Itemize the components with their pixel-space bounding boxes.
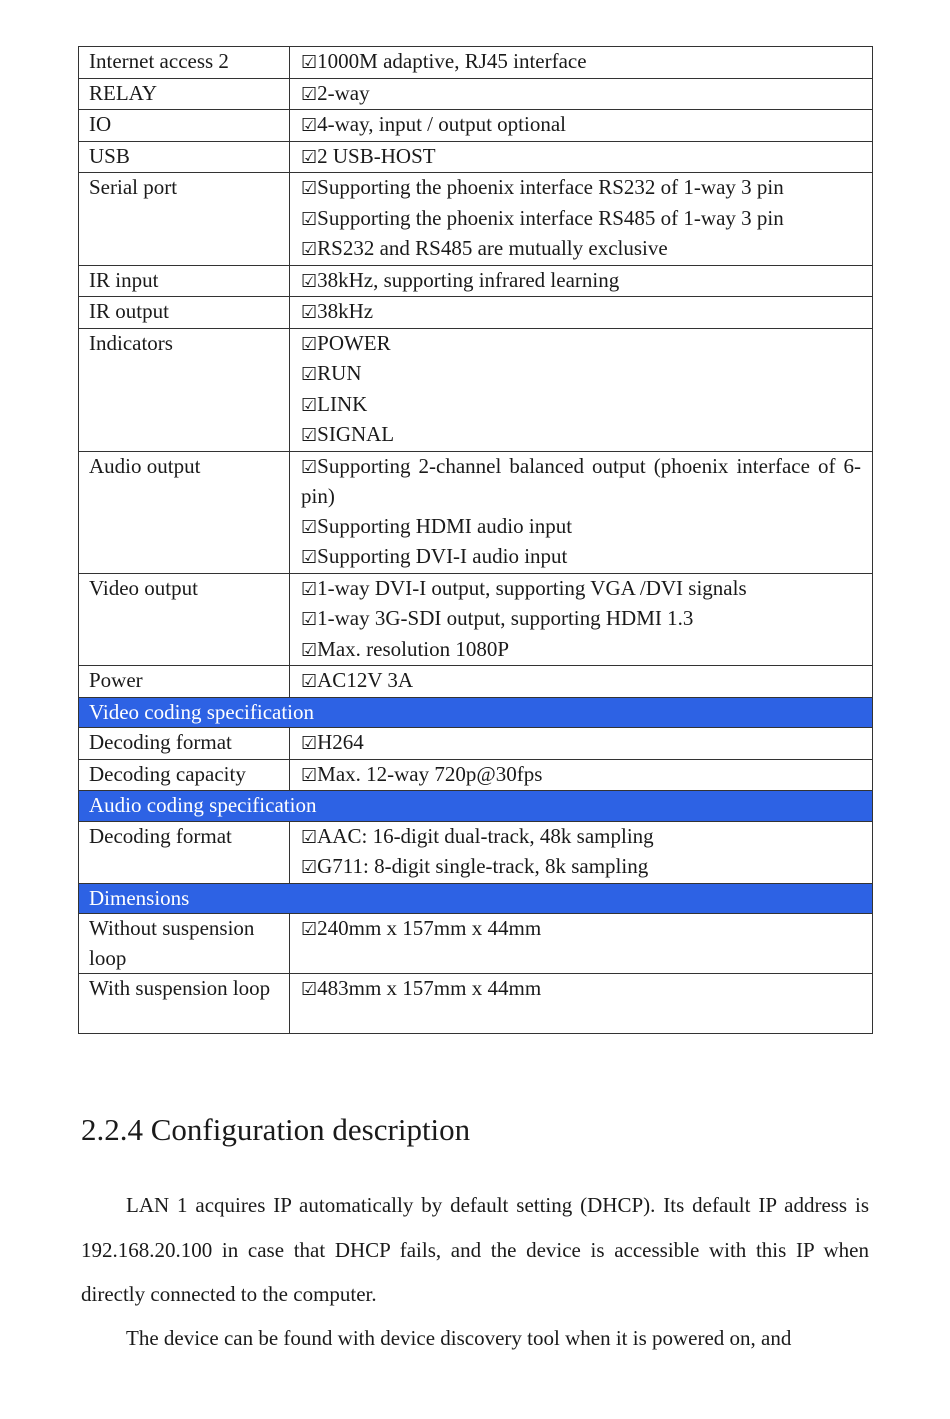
value-text: RUN: [317, 361, 362, 385]
checkbox-icon: ☑: [301, 239, 318, 260]
section-header-row: [79, 697, 873, 728]
row-value: [290, 328, 873, 451]
checkbox-icon: ☑: [301, 52, 318, 73]
value-text: 4-way, input / output optional: [317, 112, 567, 136]
checkbox-icon: ☑: [301, 826, 318, 848]
checkbox-icon: ☑: [301, 547, 318, 568]
checkbox-icon: ☑: [301, 456, 318, 478]
row-value: [290, 451, 873, 573]
checkbox-icon: ☑: [301, 208, 318, 230]
checkbox-icon: ☑: [301, 857, 318, 878]
value-text: Supporting the phoenix interface RS232 of 1-way 3 pin: [317, 175, 784, 199]
value-text: Max. 12-way 720p@30fps: [317, 761, 543, 786]
value-text: 1-way 3G-SDI output, supporting HDMI 1.3: [317, 606, 694, 630]
value-text: RS232 and RS485 are mutually exclusive: [317, 236, 668, 260]
row-value: [290, 141, 873, 173]
checkbox-icon: ☑: [301, 364, 318, 385]
row-label: With suspension loop: [79, 974, 290, 1034]
table-row: [79, 297, 873, 329]
checkbox-icon: ☑: [301, 671, 318, 692]
row-label: Video output: [79, 573, 290, 666]
checkbox-icon: ☑: [301, 425, 318, 446]
row-label: IR input: [79, 265, 290, 297]
section-title-audio: Audio coding specification: [79, 791, 873, 822]
value-text: Supporting HDMI audio input: [317, 513, 573, 538]
row-value: [290, 47, 873, 79]
value-text: Supporting 2-channel balanced output (phoenix interface of 6-pin): [301, 453, 861, 508]
table-row: [79, 265, 873, 297]
table-row: [79, 728, 873, 760]
table-row: [79, 974, 873, 1034]
table-row: [79, 573, 873, 666]
row-value: [290, 110, 873, 142]
paragraph-text: LAN 1 acquires IP automatically by default setting (DHCP). Its default IP address is 192.168.20.100 in case that DHCP fails, and the device is accessible with this IP when directly connected to the computer.: [81, 1193, 869, 1306]
row-value: [290, 173, 873, 266]
value-text: H264: [317, 730, 364, 754]
section-header-row: [79, 883, 873, 914]
checkbox-icon: ☑: [301, 733, 318, 754]
value-text: SIGNAL: [317, 422, 395, 446]
checkbox-icon: ☑: [301, 83, 318, 105]
section-title-video: Video coding specification: [79, 697, 873, 728]
value-text: 38kHz, supporting infrared learning: [317, 267, 620, 292]
row-label: IR output: [79, 297, 290, 329]
row-value: [290, 78, 873, 110]
table-row: [79, 821, 873, 883]
table-row: [79, 141, 873, 173]
row-label: Serial port: [79, 173, 290, 266]
checkbox-icon: ☑: [301, 115, 318, 136]
paragraph: [81, 1183, 869, 1317]
value-text: 1-way DVI-I output, supporting VGA /DVI signals: [317, 575, 747, 600]
checkbox-icon: ☑: [301, 302, 318, 323]
row-value: [290, 297, 873, 329]
value-text: 2 USB-HOST: [317, 143, 436, 168]
row-label: USB: [79, 141, 290, 173]
value-text: G711: 8-digit single-track, 8k sampling: [317, 854, 649, 878]
value-text: 2-way: [317, 80, 370, 105]
row-value: [290, 914, 873, 974]
row-label: Decoding format: [79, 728, 290, 760]
table-row: [79, 451, 873, 573]
table-row: [79, 759, 873, 791]
spec-table: [78, 46, 873, 1034]
checkbox-icon: ☑: [301, 333, 318, 355]
table-row: [79, 78, 873, 110]
table-row: [79, 914, 873, 974]
row-label: Without suspension loop: [79, 914, 290, 974]
row-label: Decoding capacity: [79, 759, 290, 791]
table-row: [79, 110, 873, 142]
row-label: RELAY: [79, 78, 290, 110]
spec-table-body: [79, 47, 873, 1034]
table-row: [79, 328, 873, 451]
row-value: [290, 759, 873, 791]
row-value: [290, 728, 873, 760]
checkbox-icon: ☑: [301, 270, 318, 292]
row-value: [290, 666, 873, 698]
value-text: Supporting the phoenix interface RS485 of 1-way 3 pin: [317, 205, 784, 230]
paragraph: [81, 1316, 869, 1361]
row-label: Indicators: [79, 328, 290, 451]
row-label: Power: [79, 666, 290, 698]
checkbox-icon: ☑: [301, 764, 318, 786]
value-text: LINK: [317, 391, 368, 416]
value-text: AC12V 3A: [317, 668, 414, 692]
row-value: [290, 265, 873, 297]
checkbox-icon: ☑: [301, 609, 318, 630]
row-label: Decoding format: [79, 821, 290, 883]
checkbox-icon: ☑: [301, 394, 318, 416]
row-label: IO: [79, 110, 290, 142]
checkbox-icon: ☑: [301, 146, 318, 168]
value-text: Supporting DVI-I audio input: [317, 544, 568, 568]
value-text: 483mm x 157mm x 44mm: [317, 976, 542, 1000]
checkbox-icon: ☑: [301, 578, 318, 600]
checkbox-icon: ☑: [301, 178, 318, 199]
value-text: 38kHz: [317, 299, 374, 323]
checkbox-icon: ☑: [301, 979, 318, 1000]
table-row: [79, 47, 873, 79]
checkbox-icon: ☑: [301, 919, 318, 940]
value-text: 1000M adaptive, RJ45 interface: [317, 49, 587, 73]
value-text: AAC: 16-digit dual-track, 48k sampling: [317, 823, 654, 848]
checkbox-icon: ☑: [301, 516, 318, 538]
row-label: Audio output: [79, 451, 290, 573]
section-heading: 2.2.4 Configuration description: [81, 1112, 471, 1147]
paragraph-text: The device can be found with device discovery tool when it is powered on, and: [126, 1326, 792, 1350]
row-value: [290, 573, 873, 666]
section-header-row: [79, 791, 873, 822]
row-value: [290, 974, 873, 1034]
table-row: [79, 666, 873, 698]
section-title-dimensions: Dimensions: [79, 883, 873, 914]
checkbox-icon: ☑: [301, 639, 318, 661]
value-text: Max. resolution 1080P: [317, 636, 510, 661]
table-row: [79, 173, 873, 266]
row-value: [290, 821, 873, 883]
value-text: 240mm x 157mm x 44mm: [317, 916, 542, 940]
value-text: POWER: [317, 330, 391, 355]
row-label: Internet access 2: [79, 47, 290, 79]
